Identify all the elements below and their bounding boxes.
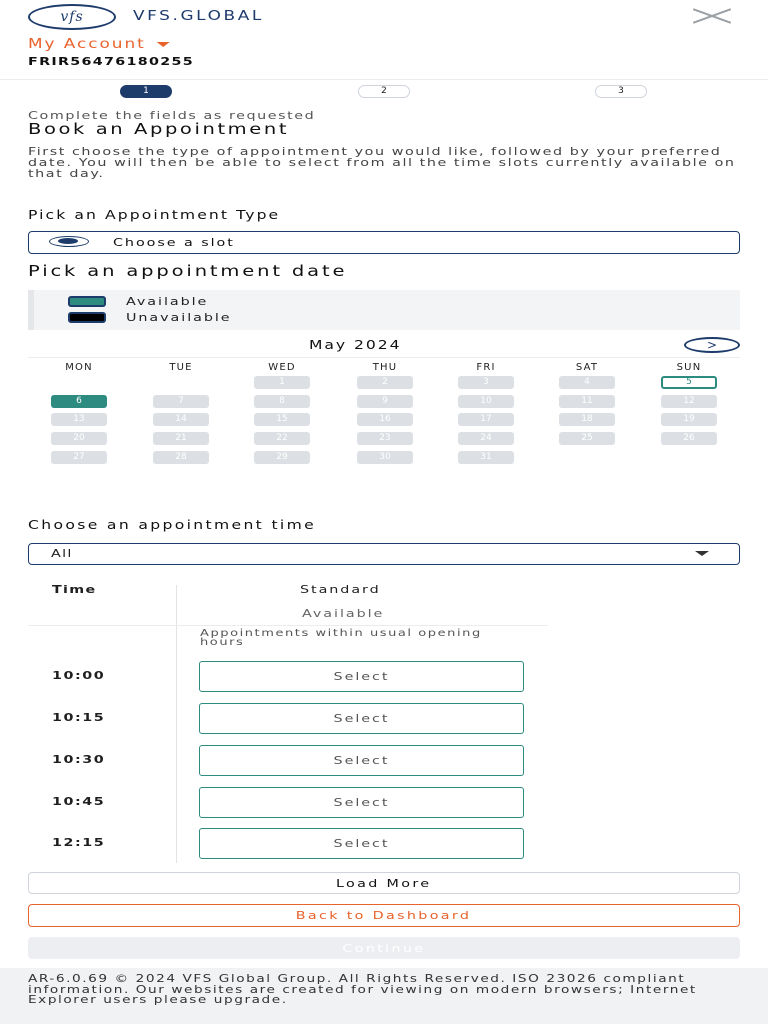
close-icon[interactable] [692,3,732,29]
column-header-time: Time [52,583,97,596]
column-header-standard: Standard [300,583,381,596]
calendar-divider [28,357,740,358]
select-slot-button[interactable] [199,745,524,776]
calendar-day-26: 26 [661,432,717,445]
calendar-day-15: 15 [254,413,310,426]
appointment-time-label: Choose an appointment time [28,518,317,532]
unavailable-swatch [68,312,106,323]
calendar-day-11: 11 [559,395,615,408]
header-divider [28,625,548,626]
reference-number: FRIR56476180255 [28,55,195,68]
appointment-type-option[interactable] [28,231,740,254]
time-filter-select[interactable] [28,543,740,565]
calendar-day-22: 22 [254,432,310,445]
column-divider [176,585,177,863]
calendar-day-29: 29 [254,451,310,464]
calendar-day-16: 16 [357,413,413,426]
continue-label: Continue [342,941,426,955]
legend-available-label: Available [126,295,209,308]
legend-unavailable [68,311,232,324]
weekday-wed: WED [268,362,296,373]
calendar-day-13: 13 [51,413,107,426]
available-swatch [68,296,106,307]
slot-time: 10:00 [52,669,106,682]
chevron-down-icon [156,42,169,47]
weekday-thu: THU [372,362,398,373]
legend-available [68,295,209,308]
slot-time: 10:30 [52,753,106,766]
calendar-day-31: 31 [458,451,514,464]
load-more-label: Load More [336,876,432,890]
calendar-day-20: 20 [51,432,107,445]
calendar-day-14: 14 [153,413,209,426]
page-title: Book an Appointment [28,120,290,138]
step-3: 3 [595,85,647,98]
load-more-button[interactable] [28,872,740,894]
back-to-dashboard-label: Back to Dashboard [296,909,472,922]
radio-selected-icon[interactable] [49,236,89,247]
slot-time: 10:45 [52,795,106,808]
footer [0,968,768,1024]
calendar-day-28: 28 [153,451,209,464]
chevron-down-icon [695,551,709,556]
step-2: 2 [358,85,410,98]
calendar-day-5[interactable]: 5 [661,376,717,389]
brand-name: VFS.GLOBAL [133,9,264,24]
select-slot-label: Select [333,837,390,850]
calendar-day-7: 7 [153,395,209,408]
select-slot-label: Select [333,796,390,809]
appointment-type-option-label: Choose a slot [113,236,235,249]
calendar-day-25: 25 [559,432,615,445]
calendar-day-27: 27 [51,451,107,464]
select-slot-button[interactable] [199,703,524,734]
calendar-day-8: 8 [254,395,310,408]
calendar-month: May 2024 [309,338,402,352]
calendar-day-23: 23 [357,432,413,445]
page-subtitle: Complete the fields as requested [28,109,316,122]
calendar-day-3: 3 [458,376,514,389]
my-account-menu[interactable] [28,37,169,52]
weekday-mon: MON [65,362,93,373]
select-slot-button[interactable] [199,787,524,818]
select-slot-label: Select [333,712,390,725]
calendar-day-21: 21 [153,432,209,445]
weekday-sat: SAT [575,362,599,373]
select-slot-label: Select [333,754,390,767]
time-filter-value: All [51,547,73,560]
calendar-day-4: 4 [559,376,615,389]
calendar-day-9: 9 [357,395,413,408]
vfs-logo[interactable] [28,4,116,30]
select-slot-button[interactable] [199,661,524,692]
weekday-fri: FRI [476,362,496,373]
appointment-type-label: Pick an Appointment Type [28,208,281,222]
calendar-day-1: 1 [254,376,310,389]
footer-text: AR-6.0.69 © 2024 VFS Global Group. All Rights Reserved. ISO 23026 compliant information. Our websites are created for viewing on modern browsers; Internet Explorer users please upgrade. [28,973,697,1006]
column-header-available: Available [302,607,385,620]
calendar-legend [28,290,740,330]
select-slot-label: Select [333,670,390,683]
calendar-day-30: 30 [357,451,413,464]
legend-unavailable-label: Unavailable [126,311,232,324]
appointment-date-label: Pick an appointment date [28,262,348,280]
logo-text: vfs [60,9,84,25]
calendar-day-18: 18 [559,413,615,426]
my-account-label: My Account [28,37,146,52]
weekday-tue: TUE [169,362,193,373]
chevron-right-icon: > [706,338,718,352]
header [0,0,768,80]
continue-button[interactable] [28,937,740,959]
calendar-day-24: 24 [458,432,514,445]
next-month-button[interactable] [684,337,740,353]
calendar-day-17: 17 [458,413,514,426]
calendar-day-10: 10 [458,395,514,408]
weekday-sun: SUN [676,362,702,373]
select-slot-button[interactable] [199,828,524,859]
calendar-day-19: 19 [661,413,717,426]
calendar-day-6[interactable]: 6 [51,395,107,408]
step-1: 1 [120,85,172,98]
calendar-day-12: 12 [661,395,717,408]
slot-time: 12:15 [52,836,106,849]
intro-paragraph: First choose the type of appointment you would like, followed by your preferred date. You will then be able to select from all the time slots currently available on that day. [28,145,736,180]
back-to-dashboard-button[interactable] [28,904,740,927]
slot-time: 10:15 [52,711,106,724]
calendar-day-2: 2 [357,376,413,389]
opening-hours-note: Appointments within usual opening hours [200,628,482,648]
